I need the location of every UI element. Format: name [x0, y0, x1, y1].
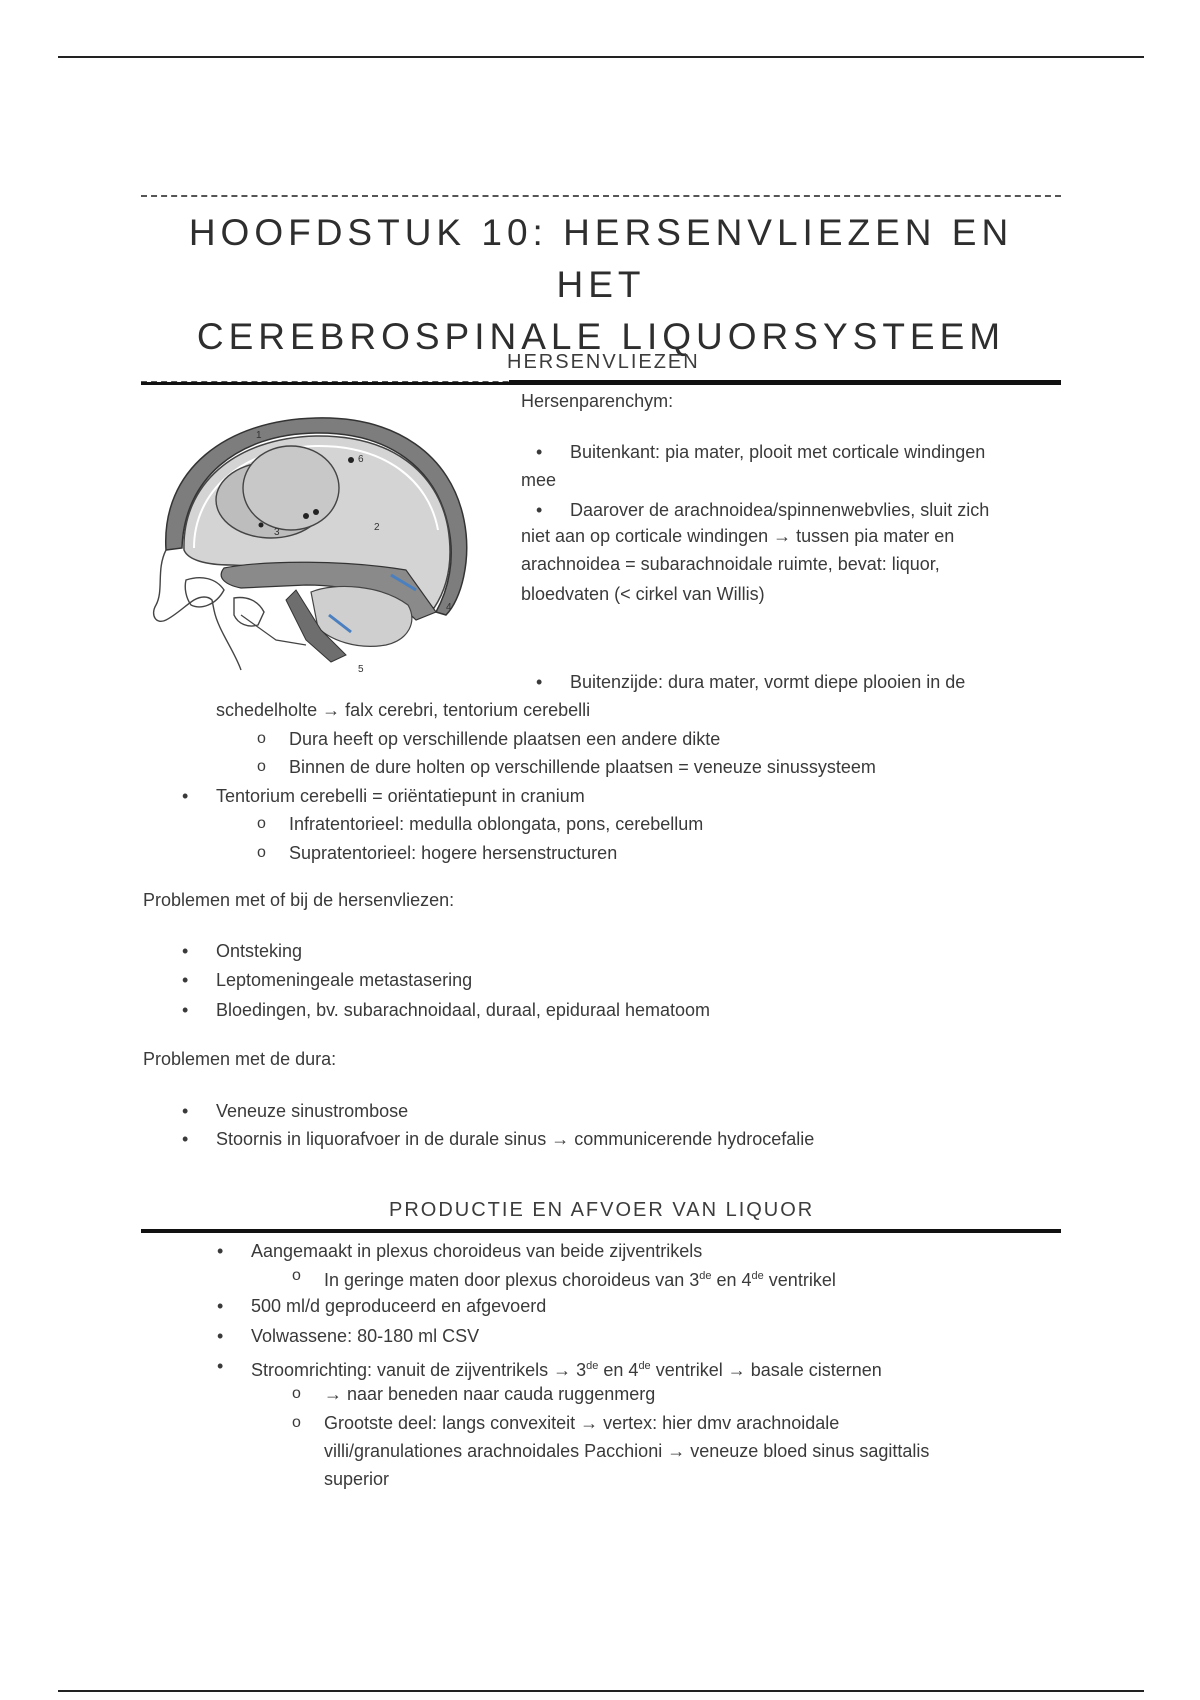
- liquor-sub-grootste-deel-l3: superior: [324, 1469, 390, 1489]
- bullet-arachnoidea-l3: arachnoidea = subarachnoidale ruimte, bevat: liquor,: [521, 554, 940, 574]
- meninges-diagram-svg: [146, 400, 476, 680]
- bullet-arachnoidea-l4: bloedvaten (< cirkel van Willis): [521, 584, 765, 604]
- section-heading-label: PRODUCTIE EN AFVOER VAN LIQUOR: [389, 1199, 815, 1221]
- figure-label-6: 6: [358, 454, 364, 465]
- problem-item: • Bloedingen, bv. subarachnoidaal, duraal, epiduraal hematoom: [216, 996, 710, 1024]
- liquor-bullet-stroomrichting: • Stroomrichting: vanuit de zijventrikels → 3de en 4de ventrikel → basale cisternen: [251, 1352, 882, 1384]
- bullet-arachnoidea: • Daarover de arachnoidea/spinnenwebvlies, sluit zich: [570, 496, 989, 524]
- figure-label-5: 5: [358, 664, 364, 675]
- header-rule: [58, 56, 1144, 58]
- section-heading-label: HERSENVLIEZEN: [507, 351, 700, 373]
- section-heading-liquor: [141, 1195, 1061, 1233]
- sub-supratentorieel: o Supratentorieel: hogere hersenstructuren: [289, 839, 617, 867]
- dura-problems-heading: Problemen met de dura:: [143, 1049, 337, 1069]
- dura-problem-item: • Veneuze sinustrombose: [216, 1097, 408, 1125]
- figure-label-2: 2: [374, 522, 380, 533]
- bullet-arachnoidea-l2: niet aan op corticale windingen → tussen pia mater en: [521, 526, 955, 546]
- bullet-buitenzijde: • Buitenzijde: dura mater, vormt diepe plooien in de: [570, 668, 965, 696]
- meninges-diagram: [146, 400, 476, 680]
- sub-infratentorieel: o Infratentorieel: medulla oblongata, pons, cerebellum: [289, 810, 703, 838]
- bullet-buitenkant-cont: mee: [521, 470, 557, 490]
- liquor-sub-grootste-deel: o Grootste deel: langs convexiteit → vertex: hier dmv arachnoidale: [324, 1409, 839, 1437]
- heading-rule-right: [509, 380, 1061, 385]
- heading-rule: [141, 1229, 1061, 1233]
- liquor-bullet-volwassene: • Volwassene: 80-180 ml CSV: [251, 1322, 479, 1350]
- intro-hersenparenchym: Hersenparenchym:: [521, 391, 674, 411]
- liquor-sub-geringe-maten: o In geringe maten door plexus choroideus van 3de en 4de ventrikel: [324, 1262, 836, 1294]
- title-line-1: HOOFDSTUK 10: HERSENVLIEZEN EN HET: [188, 212, 1014, 305]
- liquor-sub-grootste-deel-l2: villi/granulationes arachnoidales Pacchioni → veneuze bloed sinus sagittalis: [324, 1441, 930, 1461]
- section-heading-hersenvliezen: [141, 345, 1061, 385]
- sub-dura-dikte: o Dura heeft op verschillende plaatsen een andere dikte: [289, 725, 720, 753]
- figure-label-3: 3: [274, 527, 280, 538]
- problem-item: • Ontsteking: [216, 937, 302, 965]
- problem-item: • Leptomeningeale metastasering: [216, 966, 472, 994]
- figure-label-1: 1: [256, 430, 262, 441]
- sub-veneuze-sinussysteem: o Binnen de dure holten op verschillende plaatsen = veneuze sinussysteem: [289, 753, 876, 781]
- problems-heading: Problemen met of bij de hersenvliezen:: [143, 890, 455, 910]
- bullet-tentorium: • Tentorium cerebelli = oriëntatiepunt in cranium: [216, 782, 585, 810]
- liquor-bullet-aangemaakt: • Aangemaakt in plexus choroideus van beide zijventrikels: [251, 1237, 702, 1265]
- title-line-2: CEREBROSPINALE LIQUORSYSTEEM: [196, 316, 1006, 357]
- bullet-buitenzijde-cont: schedelholte → falx cerebri, tentorium cerebelli: [216, 700, 591, 720]
- figure-label-4: 4: [446, 602, 452, 613]
- footer-rule: [58, 1690, 1144, 1692]
- bullet-buitenkant: • Buitenkant: pia mater, plooit met corticale windingen: [570, 438, 985, 466]
- liquor-bullet-500ml: • 500 ml/d geproduceerd en afgevoerd: [251, 1292, 546, 1320]
- dura-problem-item: • Stoornis in liquorafvoer in de durale sinus → communicerende hydrocefalie: [216, 1125, 814, 1153]
- liquor-sub-cauda: o → naar beneden naar cauda ruggenmerg: [324, 1380, 655, 1408]
